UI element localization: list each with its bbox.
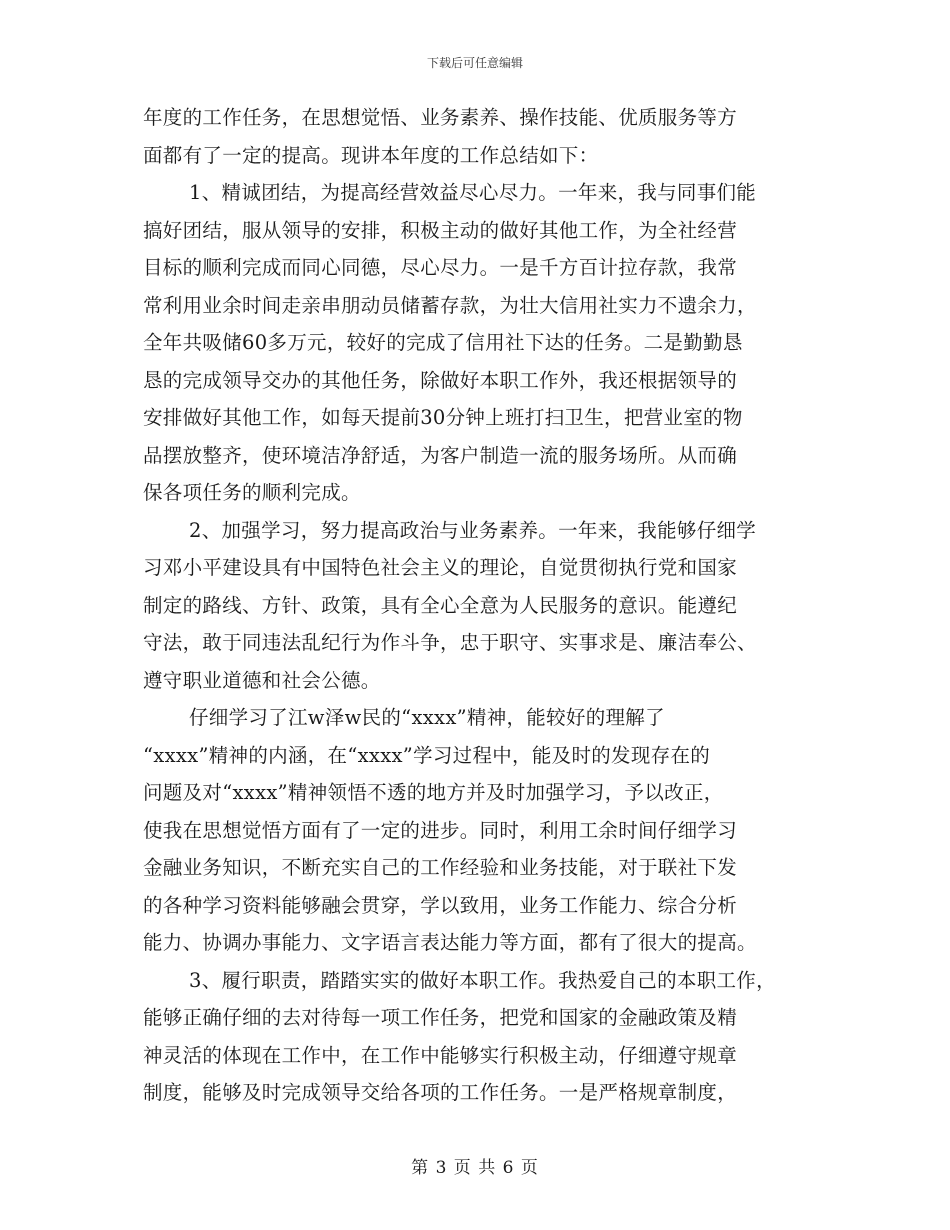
- text-line: 全年共吸储60多万元，较好的完成了信用社下达的任务。二是勤勤恳: [143, 331, 743, 354]
- text-line: 安排做好其他工作，如每天提前30分钟上班打扫卫生，把营业室的物: [143, 406, 743, 429]
- text-line: 面都有了一定的提高。现讲本年度的工作总结如下：: [143, 143, 599, 167]
- document-body: [143, 99, 833, 1112]
- text-line: 品摆放整齐，使环境洁净舒适，为客户制造一流的服务场所。从而确: [143, 443, 738, 467]
- text-line: 遵守职业道德和社会公德。: [143, 668, 381, 692]
- text-line: 的各种学习资料能够融会贯穿，学以致用，业务工作能力、综合分析: [143, 893, 738, 917]
- text-line: 目标的顺利完成而同心同德，尽心尽力。一是千方百计拉存款，我常: [143, 256, 738, 279]
- text-line: 常利用业余时间走亲串朋动员储蓄存款，为壮大信用社实力不遗余力，: [143, 293, 757, 317]
- text-line: 问题及对“xxxx”精神领悟不透的地方并及时加强学习，予以改正，: [143, 781, 724, 804]
- text-line: 保各项任务的顺利完成。: [143, 481, 361, 504]
- text-line: 年度的工作任务，在思想觉悟、业务素养、操作技能、优质服务等方: [143, 106, 738, 129]
- text-line: 制度，能够及时完成领导交给各项的工作任务。一是严格规章制度，: [143, 1081, 738, 1104]
- text-line: 使我在思想觉悟方面有了一定的进步。同时，利用工余时间仔细学习: [143, 818, 738, 842]
- page-number: 第 3 页 共 6 页: [411, 1158, 539, 1178]
- paragraph-start-line: 2、加强学习，努力提高政治与业务素养。一年来，我能够仔细学: [189, 518, 757, 542]
- text-line: 能够正确仔细的去对待每一项工作任务，把党和国家的金融政策及精: [143, 1006, 738, 1029]
- text-line: 守法，敢于同违法乱纪行为作斗争，忠于职守、实事求是、廉洁奉公、: [143, 631, 757, 654]
- text-line: 搞好团结，服从领导的安排，积极主动的做好其他工作，为全社经营: [143, 218, 738, 242]
- text-line: 习邓小平建设具有中国特色社会主义的理论，自觉贯彻执行党和国家: [143, 556, 738, 579]
- text-line: “xxxx”精神的内涵，在“xxxx”学习过程中，能及时的发现存在的: [143, 743, 711, 767]
- text-line: 制定的路线、方针、政策，具有全心全意为人民服务的意识。能遵纪: [143, 593, 738, 617]
- text-line: 神灵活的体现在工作中，在工作中能够实行积极主动，仔细遵守规章: [143, 1043, 738, 1067]
- paragraph-start-line: 仔细学习了江w泽w民的“xxxx”精神，能较好的理解了: [189, 706, 665, 729]
- text-line: 能力、协调办事能力、文字语言表达能力等方面，都有了很大的提高。: [143, 931, 757, 954]
- text-line: 金融业务知识，不断充实自己的工作经验和业务技能，对于联社下发: [143, 856, 738, 879]
- text-line: 恳的完成领导交办的其他任务，除做好本职工作外，我还根据领导的: [143, 368, 738, 392]
- paragraph-start-line: 3、履行职责，踏踏实实的做好本职工作。我热爱自己的本职工作，: [189, 968, 776, 992]
- paragraph-start-line: 1、精诚团结，为提高经营效益尽心尽力。一年来，我与同事们能: [189, 181, 757, 204]
- page-header: 下载后可任意编辑: [426, 56, 523, 70]
